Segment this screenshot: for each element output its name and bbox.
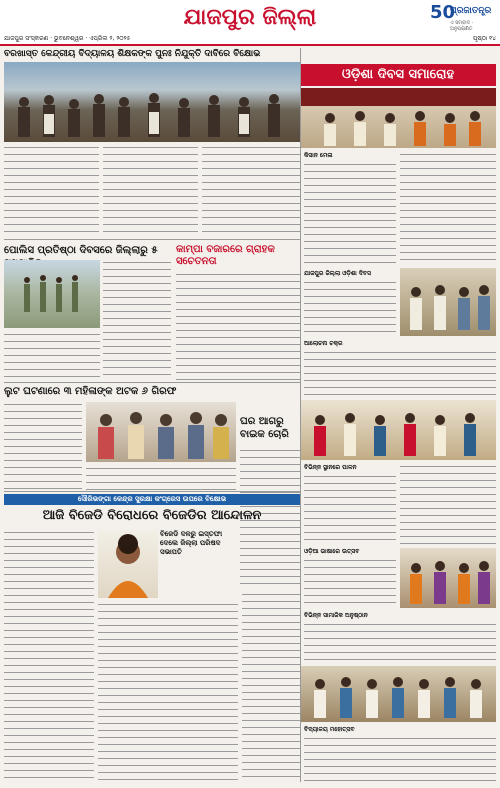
right-text-7 [304, 558, 396, 608]
logo-tagline: ଏ ସମ୍ବାଦ · ଅନୁପ୍ରାଣିତ [450, 20, 474, 32]
odisha-day-banner: ଓଡ଼ିଶା ଦିବସ ସମାରୋହ [300, 64, 496, 86]
newspaper-logo [430, 2, 496, 32]
police-story-text-2 [4, 332, 100, 380]
odisha-day-gathering-photo [300, 400, 496, 460]
cultural-illustration [400, 548, 496, 608]
crowd-illustration [4, 62, 300, 142]
theft-story-headline: ଘର ଆଗରୁ ବାଇକ ଚୋରି [240, 416, 289, 440]
politics-text-1 [4, 530, 94, 780]
arrest-photo [86, 402, 236, 462]
right-text-2 [400, 152, 496, 264]
police-story-headline: ପୋଲିସ ପ୍ରତିଷ୍ଠା ଦିବସରେ ଜିଲ୍ଲାରୁ ୫ [4, 245, 158, 256]
politician-photo [98, 530, 158, 598]
women-story-text-1 [4, 402, 82, 490]
dateline-left: ଯାଜପୁର ସଂସ୍କରଣ · ଭୁବନେଶ୍ୱର · ଏପ୍ରିଲ ୨, ୨୦୨୫ [4, 35, 131, 42]
section-rule-3 [4, 491, 300, 492]
women-story-headline: ଲୁଟ ଘଟଣାରେ ୩ ମହିଳାଙ୍କ ଅଟକ ୬ ଗିରଫ [4, 386, 177, 397]
protest-photo [4, 62, 300, 142]
masthead-title: ଯାଜପୁର ଜିଲ୍ଲା [183, 4, 317, 30]
police-parade-photo [4, 260, 100, 328]
politics-headline: ଆଜି ବିଜେଡି ବିରୋଧରେ ବିଜେଡିର ଆନ୍ଦୋଳନ [42, 508, 262, 523]
right-sub-7: ବିଦ୍ୟାଳୟ ମହୋତ୍ସବ [304, 726, 355, 733]
right-sub-4: ବିଭିନ୍ନ ସ୍ଥାନରେ ପାଳନ [304, 464, 357, 471]
right-sub-3: ଆଲୋଚନା ଚକ୍ର [304, 340, 343, 347]
right-sub-2: ଯାଜପୁର ଜିଲ୍ଲା ଓଡ଼ିଶା ଦିବସ [304, 270, 371, 277]
market-story-headline: କାମ୍ପା ବଜାରରେ ଗ୍ରାହକ ସଚେତନତା [176, 244, 275, 267]
section-rule-1 [4, 239, 300, 240]
top-story-text-col2 [103, 145, 198, 235]
right-text-8 [304, 622, 496, 662]
right-text-9 [304, 736, 496, 782]
column-rule [300, 48, 301, 782]
top-story-text-col3 [202, 145, 300, 235]
right-sub-1: କିସାନ ମେଳା [304, 152, 333, 159]
dateline [0, 34, 500, 46]
section-rule-2 [4, 382, 300, 383]
politics-text-2 [98, 602, 238, 780]
right-text-6 [400, 464, 496, 544]
logo-brand: ପ୍ରଜାତନ୍ତ୍ର [450, 6, 492, 16]
school-photo [300, 666, 496, 722]
stage-illustration [300, 88, 496, 148]
seminar-illustration [400, 268, 496, 336]
top-story-text-col1 [4, 145, 99, 235]
politics-text-3 [242, 592, 300, 780]
politician-caption-headline: ବିଜେଡି ଦଳରୁ ଇସ୍ତଫା ଦେଲେ ଜିଲ୍ଲା ପରିଷଦ ସଭାପତି [160, 530, 223, 556]
market-story-text [176, 272, 300, 380]
right-text-1 [304, 162, 396, 264]
people-illustration [86, 402, 236, 462]
women-story-text-2 [86, 466, 236, 490]
right-sub-6: ବିଭିନ୍ନ ସାମାଜିକ ଅନୁଷ୍ଠାନ [304, 612, 368, 619]
right-text-3 [304, 280, 396, 336]
page-number: ପୃଷ୍ଠା ୧୪ [472, 35, 496, 42]
gathering-illustration [300, 400, 496, 460]
right-text-4 [304, 350, 496, 396]
logo-number: 50 [430, 2, 456, 23]
right-sub-5: ଓଡ଼ିଆ ଭାଷାରେ ଉତ୍ସବ [304, 548, 360, 555]
odisha-day-stage-photo [300, 88, 496, 148]
parade-illustration [4, 260, 100, 328]
school-illustration [300, 666, 496, 722]
politics-kicker: ସୌରିଭଙ୍ଗା କେନ୍ଦ୍ର ସୁରକ୍ଷା କଂଗ୍ରେସ ଉପରେ ବିକ୍ଷୋଭ [4, 494, 300, 505]
right-text-5 [304, 474, 396, 544]
top-story-headline: ବରଖାସ୍ତ କେନ୍ଦ୍ରୀୟ ବିଦ୍ୟାଳୟ ଶିକ୍ଷକଙ୍କ ପୁନଃ ନିଯୁକ୍ତି ଦାବିରେ ବିକ୍ଷୋଭ [4, 49, 261, 59]
cultural-photo [400, 548, 496, 608]
police-story-text [103, 260, 171, 380]
politician-portrait [98, 530, 158, 598]
seminar-photo [400, 268, 496, 336]
